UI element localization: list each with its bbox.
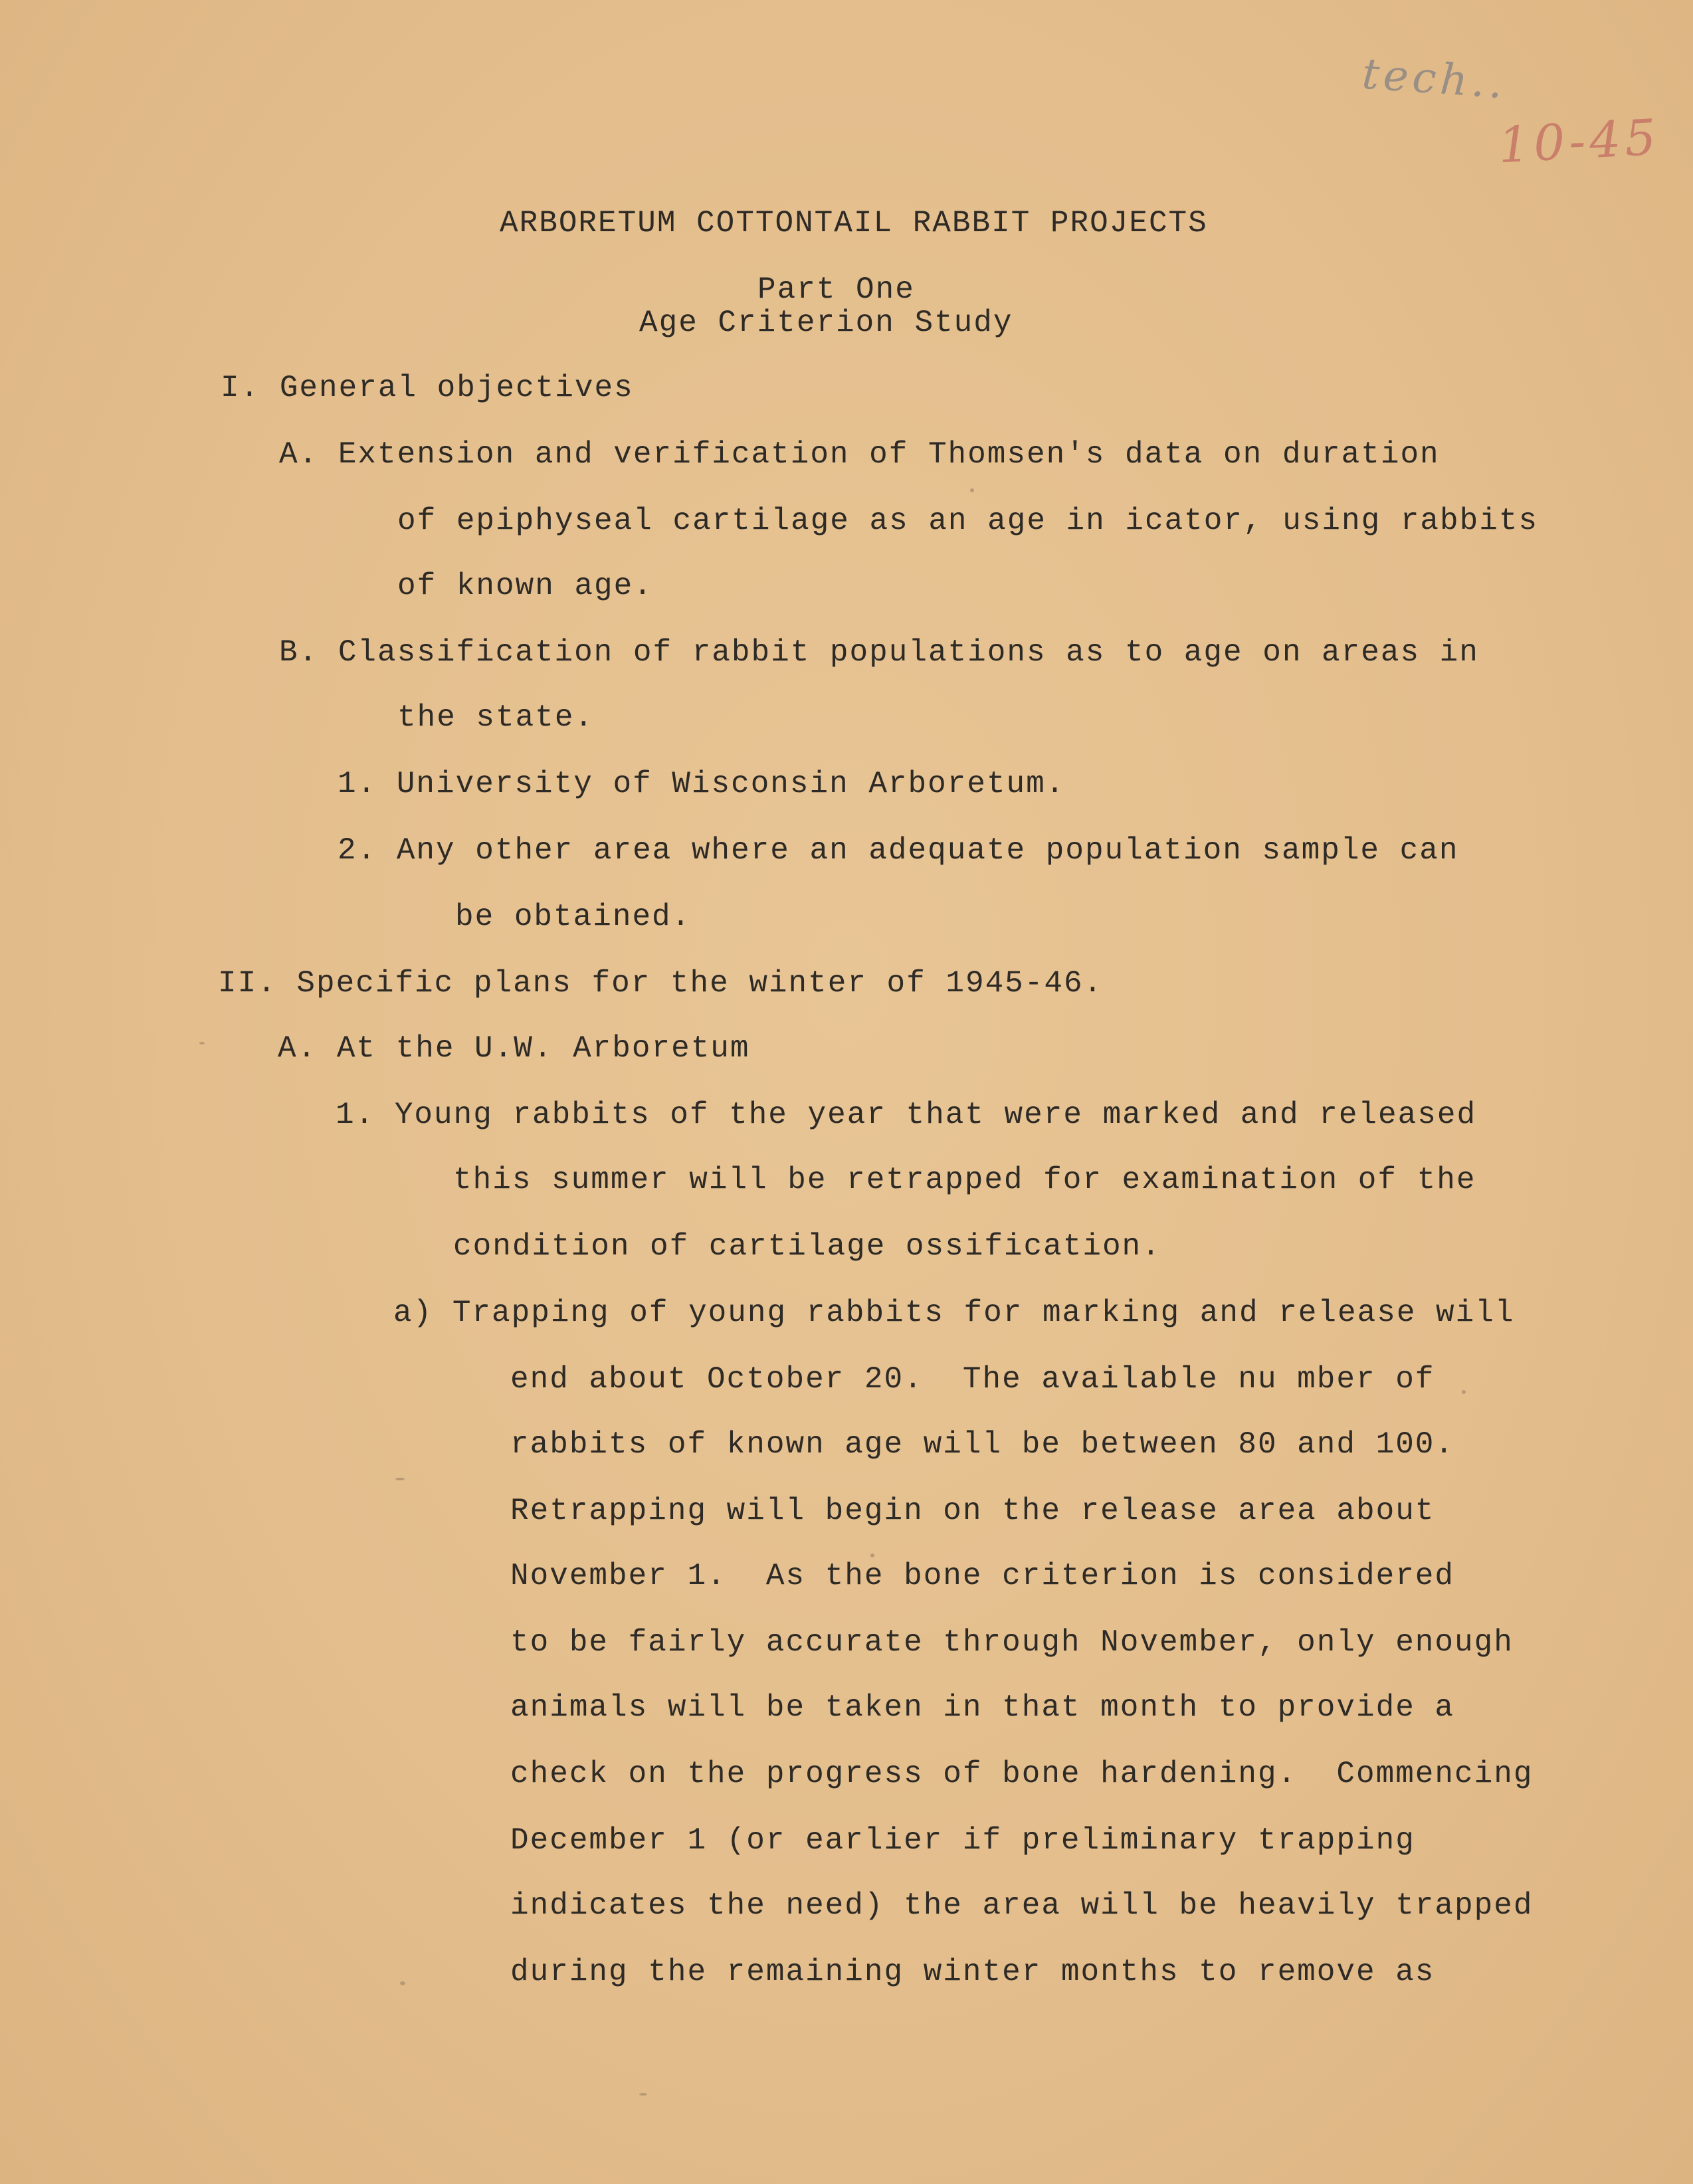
paper-speck: [970, 488, 974, 492]
item-2a1a-line-2: end about October 20. The available nu mber of: [510, 1362, 1435, 1397]
item-1a-line-1: A. Extension and verification of Thomsen's data on duration: [279, 437, 1440, 472]
item-2a1a-line-11: during the remaining winter months to remove as: [510, 1955, 1435, 1989]
item-1b2-line-1: 2. Any other area where an adequate population sample can: [338, 833, 1459, 868]
item-2a1a-line-1: a) Trapping of young rabbits for marking and release will: [393, 1296, 1515, 1330]
paper-speck: [1462, 1390, 1466, 1394]
item-1b-line-1: B. Classification of rabbit populations as to age on areas in: [279, 635, 1479, 670]
paper-speck: [395, 1478, 405, 1480]
paper-speck: [639, 2093, 647, 2096]
item-1b-line-2: the state.: [397, 700, 595, 735]
section-1-heading: I. General objectives: [221, 371, 634, 405]
red-date-annotation: 10-45: [1496, 108, 1662, 175]
pencil-annotation: tech..: [1360, 49, 1508, 109]
paper-speck: [870, 1553, 874, 1557]
item-1a-line-2: of epiphyseal cartilage as an age in icator, using rabbits: [397, 504, 1539, 538]
part-label: Part One: [757, 272, 915, 307]
item-1a-line-3: of known age.: [397, 569, 653, 603]
item-2a1a-line-3: rabbits of known age will be between 80 and 100.: [510, 1427, 1455, 1462]
item-1b2-line-2: be obtained.: [455, 900, 692, 934]
item-2a1a-line-7: animals will be taken in that month to provide a: [510, 1690, 1455, 1725]
document-subtitle: Age Criterion Study: [639, 306, 1013, 340]
item-2a1a-line-6: to be fairly accurate through November, only enough: [510, 1625, 1514, 1660]
section-2-heading: II. Specific plans for the winter of 1945-46.: [218, 966, 1104, 1001]
item-2a1a-line-5: November 1. As the bone criterion is considered: [510, 1559, 1455, 1593]
item-2a1-line-1: 1. Young rabbits of the year that were marked and released: [336, 1098, 1477, 1132]
item-2a1a-line-10: indicates the need) the area will be heavily trapped: [510, 1888, 1534, 1923]
item-2a1a-line-9: December 1 (or earlier if preliminary trapping: [510, 1823, 1415, 1858]
item-1b1: 1. University of Wisconsin Arboretum.: [338, 767, 1066, 801]
item-2a1a-line-4: Retrapping will begin on the release area about: [510, 1494, 1435, 1528]
paper-speck: [400, 1981, 405, 1985]
item-2a1a-line-8: check on the progress of bone hardening. Commencing: [510, 1757, 1534, 1791]
document-title: ARBORETUM COTTONTAIL RABBIT PROJECTS: [500, 206, 1208, 241]
item-2a1-line-3: condition of cartilage ossification.: [453, 1229, 1161, 1264]
item-2a1-line-2: this summer will be retrapped for examination of the: [453, 1163, 1476, 1197]
paper-speck: [199, 1042, 205, 1044]
item-2a: A. At the U.W. Arboretum: [278, 1031, 750, 1066]
